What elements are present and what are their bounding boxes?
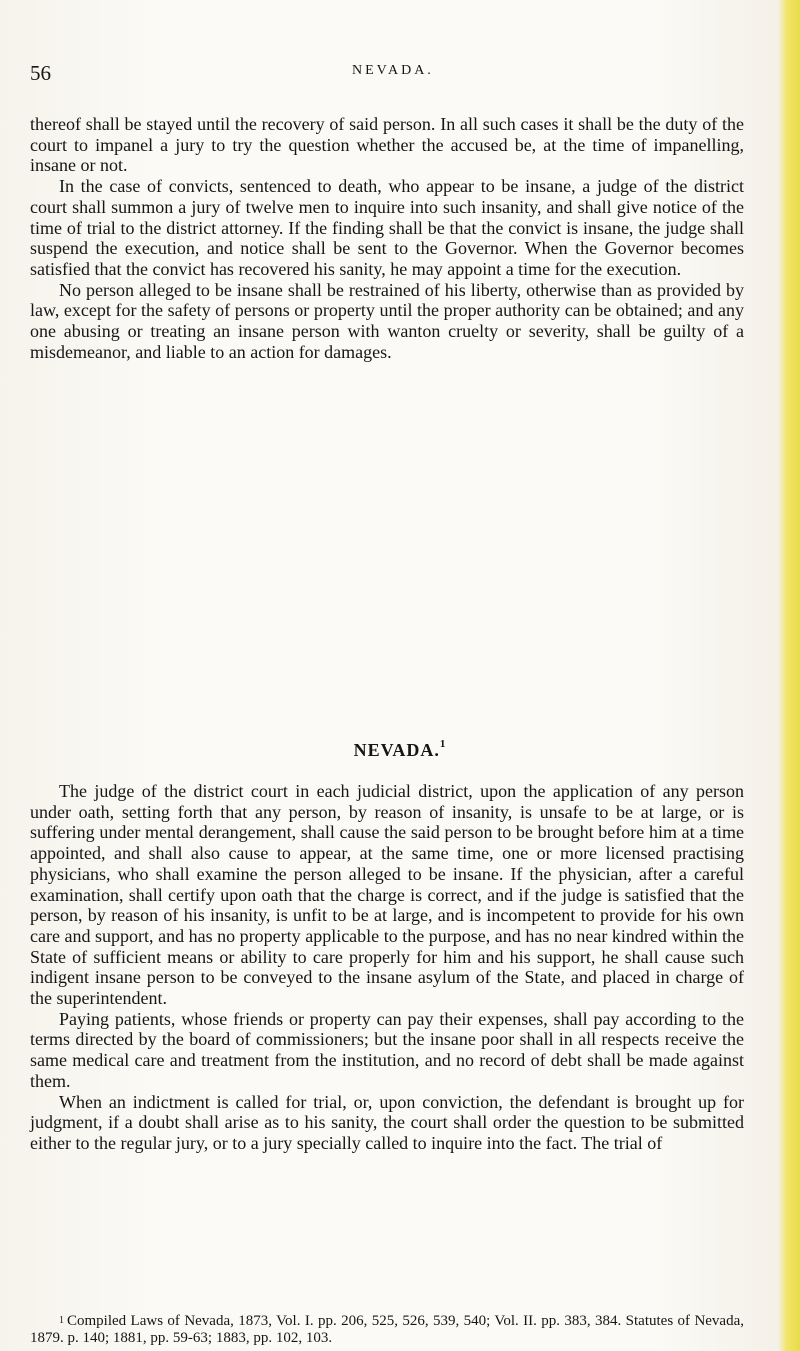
paragraph-indictment: When an indictment is called for trial, or, upon conviction, the defendant is brought up for judgment, if a doubt shall arise as to his sanity, the court shall order the question to be submitted either to the regular jury, or to a jury specially called to inquire into the fact. The trial of <box>30 1091 744 1153</box>
paragraph-convicts: In the case of convicts, sentenced to death, who appear to be insane, a judge of the district court shall summon a jury of twelve men to inquire into such insanity, and shall give notice of the time of trial to the district attorney. If the finding shall be that the convict is insane, the judge shall suspend the execution, and notice shall be sent to the Governor. When the Governor becomes satisfied that the convict has recovered his sanity, he may appoint a time for the execution. <box>30 176 744 279</box>
paragraph-paying-patients: Paying patients, whose friends or property can pay their expenses, shall pay according to the terms directed by the board of commissioners; but the insane poor shall in all respects receive the same medical care and treatment from the institution, and no record of debt shall be made against them. <box>30 1008 744 1091</box>
paragraph-continued: thereof shall be stayed until the recovery of said person. In all such cases it shall be the duty of the court to impanel a jury to try the question whether the accused be, at the time of impanelling, insane or not. <box>30 114 744 176</box>
footnote-reference: 1 <box>439 738 447 750</box>
paragraph-restraint: No person alleged to be insane shall be restrained of his liberty, otherwise than as provided by law, except for the safety of persons or property until the proper authority can be obtained; and any one abusing or treating an insane person with wanton cruelty or severity, shall be guilty of a misdemeanor, and liable to an action for damages. <box>30 279 744 362</box>
page-header <box>30 61 744 91</box>
footnote-number: 1 <box>59 1315 64 1326</box>
gilt-page-edge <box>778 0 800 1351</box>
top-text-block <box>30 114 744 362</box>
section-title-text: NEVADA. <box>353 740 440 760</box>
section-title <box>0 740 800 761</box>
section-text-block <box>30 781 744 1154</box>
running-head: NEVADA. <box>352 63 434 78</box>
footnote-text: Compiled Laws of Nevada, 1873, Vol. I. pp. 206, 525, 526, 539, 540; Vol. II. pp. 383, 384. Statutes of Nevada, 1879. p. 140; 1881, pp. 59-63; 1883, pp. 102, 103. <box>30 1313 744 1346</box>
footnote <box>30 1313 744 1347</box>
page-number: 56 <box>30 61 51 85</box>
paragraph-commitment: The judge of the district court in each judicial district, upon the application of any person under oath, setting forth that any person, by reason of insanity, is unsafe to be at large, or is suffering under mental derangement, shall cause the said person to be brought before him at a time appointed, and shall also cause to appear, at the same time, one or more licensed practising physicians, who shall examine the person alleged to be insane. If the physician, after a careful examination, shall certify upon oath that the charge is correct, and if the judge is satisfied that the person, by reason of his insanity, is unfit to be at large, and is incompetent to provide for his own care and support, and has no property applicable to the purpose, and has no near kindred within the State of sufficient means or ability to care properly for him and his support, he shall cause such indigent insane person to be conveyed to the insane asylum of the State, and placed in charge of the superintendent. <box>30 781 744 1009</box>
